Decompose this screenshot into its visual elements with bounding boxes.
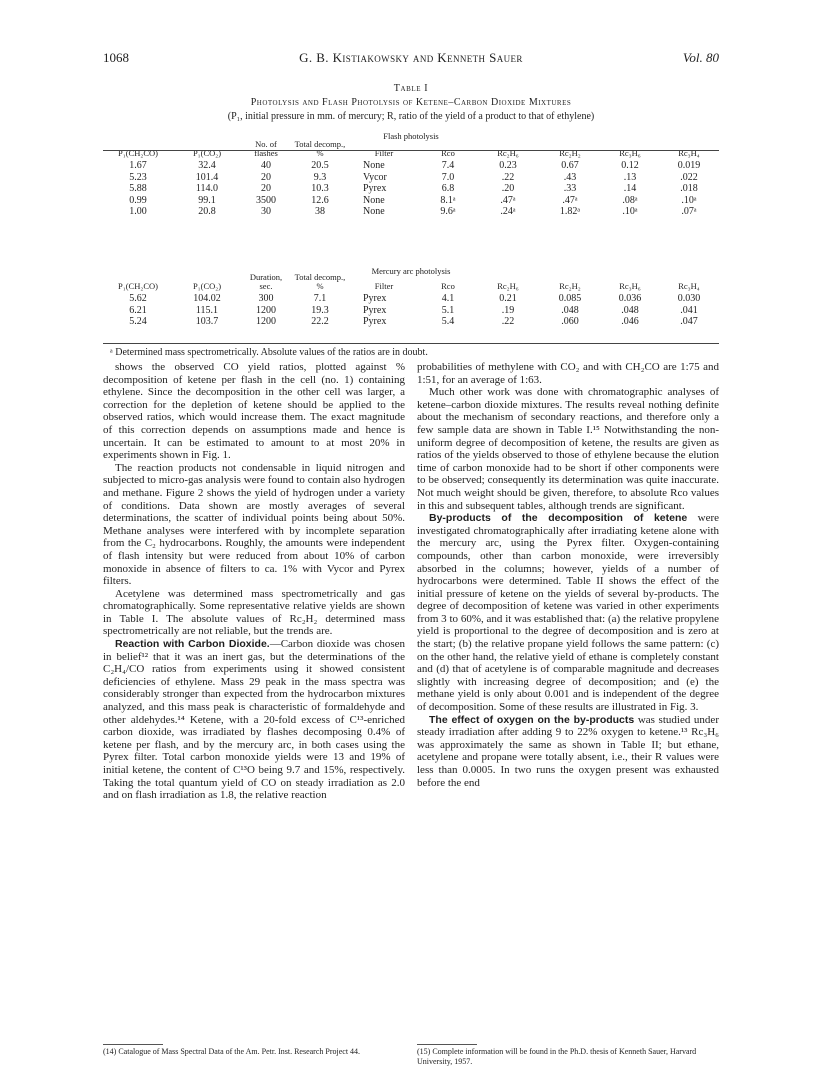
table-cell: None xyxy=(363,194,385,206)
table-cell: .07ᵃ xyxy=(681,206,697,217)
table-cell: 0.019 xyxy=(677,160,701,171)
table-cell: .048 xyxy=(621,304,639,316)
table-cell: 5.88 xyxy=(129,183,147,194)
table-cell: 1.67 xyxy=(129,160,147,171)
table-cell: 20.8 xyxy=(198,206,216,217)
arc-col-header: Rc₂H₂ xyxy=(559,281,581,291)
section-heading: Reaction with Carbon Dioxide. xyxy=(115,638,270,651)
flash-photolysis-table xyxy=(103,140,719,218)
paragraph xyxy=(417,512,719,714)
table-cell: None xyxy=(363,160,385,171)
table-cell: 300 xyxy=(258,293,274,304)
table-cell: 19.3 xyxy=(311,304,329,316)
table-cell: .10ᵃ xyxy=(681,194,697,206)
table-cell: .43 xyxy=(563,171,577,183)
table-cell: .33 xyxy=(563,183,577,194)
table-cell: .14 xyxy=(623,183,637,194)
arc-col-header: Total decomp., % xyxy=(294,272,346,291)
flash-col-header: Total decomp., % xyxy=(294,139,346,158)
flash-col-header: Rc₃H₄ xyxy=(678,148,700,158)
paragraph xyxy=(417,361,719,386)
footnote-rule xyxy=(103,1044,163,1046)
flash-col-header: Rc₃H₆ xyxy=(619,148,641,158)
paragraph-text: The reaction products not condensable in liquid nitrogen and subjected to micro-gas analysis were found to contain also hydrogen and methane. Figure 2 shows the yield of hydrogen under a variety of conditions. Data shown are mostly averages of several determinations, the scatter of individual points being about 50%. Methane analyses were interfered with by incomplete separation from the C₂ hydrocarbons. Roughly, the amounts were independent of flash intensity but were reduced from about 10% of carbon monoxide in absence of filters to ca. 1% with Vycor and Pyrex filters. xyxy=(103,461,405,588)
table-cell: .08ᵃ xyxy=(622,194,638,206)
table-cell: .041 xyxy=(680,304,698,316)
table-cell: .20 xyxy=(501,183,515,194)
running-header xyxy=(103,50,719,70)
table-cell: 12.6 xyxy=(311,194,329,206)
flash-col-header: Rc₂H₆ xyxy=(497,148,519,158)
flash-col-header: Rco xyxy=(441,148,455,158)
table-label: Table I xyxy=(393,83,429,94)
table-bottom-rule xyxy=(103,343,719,344)
table-cell: 5.23 xyxy=(129,171,147,183)
table-cell: .048 xyxy=(561,304,579,316)
arc-col-header: Rco xyxy=(441,281,455,291)
table-cell: Pyrex xyxy=(363,304,387,316)
table-cell: .47ᵃ xyxy=(562,194,578,206)
table-cell: .046 xyxy=(621,316,639,327)
table-title: Photolysis and Flash Photolysis of Ketene–Carbon Dioxide Mixtures xyxy=(250,97,572,108)
table-cell: .13 xyxy=(623,171,637,183)
flash-col-header: Rc₂H₂ xyxy=(559,148,581,158)
table-cell: 5.62 xyxy=(129,293,147,304)
table-cell: 5.24 xyxy=(129,316,147,327)
table-cell: .022 xyxy=(680,171,698,183)
table-cell: 1.82ᵃ xyxy=(559,206,581,217)
table-cell: 9.3 xyxy=(313,171,327,183)
flash-col-header: No. of flashes xyxy=(254,139,278,158)
paragraph xyxy=(103,638,405,802)
arc-photolysis-table xyxy=(103,273,719,328)
table-row xyxy=(103,183,719,195)
table-footnote: ᵃ Determined mass spectrometrically. Absolute values of the ratios are in doubt. xyxy=(110,347,428,358)
arc-col-header: P₁(CO₂) xyxy=(192,281,222,291)
table-cell: .10ᵃ xyxy=(622,206,638,217)
table-subtitle: (P₁, initial pressure in mm. of mercury; R, ratio of the yield of a product to that of ethylene) xyxy=(227,111,595,122)
table-cell: 0.030 xyxy=(677,293,701,304)
right-text-column xyxy=(417,361,719,789)
arc-body xyxy=(103,293,719,328)
table-cell: .22 xyxy=(501,171,515,183)
paragraph xyxy=(103,361,405,462)
paragraph-text: shows the observed CO yield ratios, plotted against % decomposition of ketene per flash in the cell (no. 1) containing ethylene. Since the decomposition in the other cell was larger, a correction for the depletion of ketene should be applied to the observed ratios, which would increase them. The exact magnitude of this correction depends on assumptions made and hence is uncertain. It can be estimated to amount to at most 20% in experiments shown in Fig. 1. xyxy=(103,361,405,462)
table-cell: 114.0 xyxy=(195,183,219,194)
table-cell: Pyrex xyxy=(363,316,387,327)
arc-col-header: Rc₂H₆ xyxy=(497,281,519,291)
section-heading: The effect of oxygen on the by-products xyxy=(429,713,635,726)
table-cell: 103.7 xyxy=(195,316,219,327)
table-cell: 0.21 xyxy=(499,293,517,304)
table-row xyxy=(103,316,719,328)
table-cell: 6.8 xyxy=(441,183,455,194)
table-cell: 5.1 xyxy=(441,304,455,316)
flash-col-header: P₁(CO₂) xyxy=(192,148,222,158)
paragraph-text: Much other work was done with chromatographic analyses of ketene–carbon dioxide mixtures. The results reveal nothing definite about the mechanism of secondary reactions, and therefore only a few sample data are shown in Table I.¹⁵ Notwithstanding the non-uniform degree of decomposition of ketene, the results are given as ratios of the yields observed to those of ethylene because the elution time of carbon monoxide had to be short if other components were to be observed; consequently its determination was quite inaccurate. Not much weight should be given, therefore, to absolute Rco values in this and subsequent tables, although trends are significant. xyxy=(417,386,719,512)
table-cell: 20 xyxy=(261,171,271,183)
page-number: 1068 xyxy=(103,50,129,65)
paragraph xyxy=(417,714,719,790)
table-cell: 20 xyxy=(261,183,271,194)
paragraph xyxy=(103,588,405,638)
arc-header-row xyxy=(103,273,719,293)
table-cell: 0.23 xyxy=(499,160,517,171)
table-cell: .22 xyxy=(501,316,515,327)
table-cell: 38 xyxy=(315,206,325,217)
table-cell: 115.1 xyxy=(195,304,219,316)
arc-col-header: Rc₃H₄ xyxy=(678,281,700,291)
arc-col-header: Filter xyxy=(374,281,394,291)
table-cell: 0.99 xyxy=(129,194,147,206)
paragraph-text: probabilities of methylene with CO₂ and with CH₂CO are 1:75 and 1:51, for an average of 1:63. xyxy=(417,361,719,386)
table-cell: .24ᵃ xyxy=(500,206,516,217)
table-cell: .060 xyxy=(561,316,579,327)
table-cell: 6.21 xyxy=(129,304,147,316)
table-cell: 1200 xyxy=(256,316,276,327)
table-cell: 8.1ᵃ xyxy=(440,194,456,206)
table-cell: 5.4 xyxy=(441,316,455,327)
paragraph xyxy=(103,462,405,588)
arc-col-header: Duration, sec. xyxy=(249,272,283,291)
flash-section-title: Flash photolysis xyxy=(383,131,439,141)
table-cell: 7.1 xyxy=(313,293,327,304)
table-cell: 0.67 xyxy=(561,160,579,171)
section-heading: By-products of the decomposition of ketene xyxy=(429,512,688,525)
table-rule xyxy=(103,150,719,151)
table-cell: 10.3 xyxy=(311,183,329,194)
running-authors: G. B. Kistiakowsky and Kenneth Sauer xyxy=(299,50,523,65)
table-cell: 1.00 xyxy=(129,206,147,217)
table-cell: 4.1 xyxy=(441,293,455,304)
table-cell: .19 xyxy=(501,304,515,316)
table-row xyxy=(103,160,719,172)
table-cell: 32.4 xyxy=(198,160,216,171)
table-cell: Vycor xyxy=(363,171,387,183)
table-cell: .47ᵃ xyxy=(500,194,516,206)
flash-col-header: P₁(CH₂CO) xyxy=(118,148,158,158)
table-row xyxy=(103,305,719,317)
table-cell: Pyrex xyxy=(363,183,387,194)
paragraph xyxy=(417,386,719,512)
arc-col-header: Rc₃H₆ xyxy=(619,281,641,291)
table-cell: 7.0 xyxy=(441,171,455,183)
paragraph-text: Acetylene was determined mass spectrometrically and gas chromatographically. Some representative relative yields are shown in Table I. The absolute values of Rc₂H₂ determined mass spectrometrically are not reliable, but the trends are. xyxy=(103,587,405,638)
footnote-15: (15) Complete information will be found in the Ph.D. thesis of Kenneth Sauer, Harvard University, 1957. xyxy=(417,1047,697,1066)
table-cell: 0.12 xyxy=(621,160,639,171)
table-row xyxy=(103,206,719,218)
paragraph-text: were investigated chromatographically after irradiating ketene alone with the mercury arc, using the Pyrex filter. Oxygen-containing compounds, other than carbon monoxide, were irreversibly absorbed in the columns; however, yields of a number of hydrocarbons were determined. Table II shows the effect of the initial pressure of ketene on the yields of several by-products. The degree of decomposition of ketene was varied in other experiments from 3 to 60%, and it was established that: (a) the relative propylene yield is proportional to the degree of decomposition and is zero at the start; (b) the relative propane yield follows the same pattern: (c) on the other hand, the relative yield of ethane is completely constant and (d) that of acetylene is of comparable magnitude and decreases slightly with increasing degree of decomposition; and (e) the methane yield is only about 0.001 and is independent of the degree of decomposition. Some of these results are illustrated in Fig. 3. xyxy=(417,512,719,714)
table-cell: 9.6ᵃ xyxy=(440,206,456,217)
table-cell: 101.4 xyxy=(195,171,219,183)
table-cell: 104.02 xyxy=(193,293,221,304)
footnote-rule xyxy=(417,1044,477,1046)
arc-col-header: P₁(CH₂CO) xyxy=(118,281,158,291)
table-cell: 30 xyxy=(261,206,271,217)
flash-col-header: Filter xyxy=(374,148,394,158)
table-cell: None xyxy=(363,206,385,217)
table-cell: 0.036 xyxy=(618,293,642,304)
table-cell: 22.2 xyxy=(311,316,329,327)
table-cell: .047 xyxy=(680,316,698,327)
table-cell: 3500 xyxy=(256,194,276,206)
table-row xyxy=(103,172,719,184)
flash-body xyxy=(103,160,719,218)
table-cell: 0.085 xyxy=(558,293,582,304)
table-cell: .018 xyxy=(680,183,698,194)
left-text-column xyxy=(103,361,405,802)
paragraph-text: was studied under steady irradiation after adding 9 to 22% oxygen to ketene.¹³ Rc₃H₆ was approximately the same as shown in Table II; but ethane, acetylene and propane were totally absent, i.e., their R values were less than 0.0005. In two runs the oxygen present was exhausted before the end xyxy=(417,713,719,789)
paragraph-text: —Carbon dioxide was chosen in belief¹² that it was an inert gas, but the determinations of the C₂H₄/CO ratios from experiments using it showed consistent deficiencies of ethylene. Mass 29 peak in the mass spectra was considerably stronger than expected from the hydrocarbon mixtures analyzed, and this mass peak is characteristic of formaldehyde and other aldehydes.¹⁴ Ketene, with a 20-fold excess of C¹³-enriched carbon dioxide, was irradiated by flashes decomposing 0.4% of ketene per flash, and by the mercury arc, in both cases using the Pyrex filter. Total carbon monoxide yields were 13 and 19% of initial ketene, the content of C¹³O being 9.7 and 15%, respectively. Taking the total quantum yield of CO on steady irradiation as 2.0 and on flash irradiation as 1.8, the relative reaction xyxy=(103,638,405,802)
table-cell: 7.4 xyxy=(441,160,455,171)
table-cell: Pyrex xyxy=(363,293,387,304)
footnote-14: (14) Catalogue of Mass Spectral Data of the Am. Petr. Inst. Research Project 44. xyxy=(103,1047,361,1056)
table-row xyxy=(103,195,719,207)
table-row xyxy=(103,293,719,305)
journal-volume: Vol. 80 xyxy=(682,50,719,65)
table-cell: 99.1 xyxy=(198,194,216,206)
table-cell: 1200 xyxy=(256,304,276,316)
arc-section-title: Mercury arc photolysis xyxy=(371,266,451,276)
table-cell: 20.5 xyxy=(311,160,329,171)
table-caption xyxy=(103,82,719,124)
table-cell: 40 xyxy=(261,160,271,171)
